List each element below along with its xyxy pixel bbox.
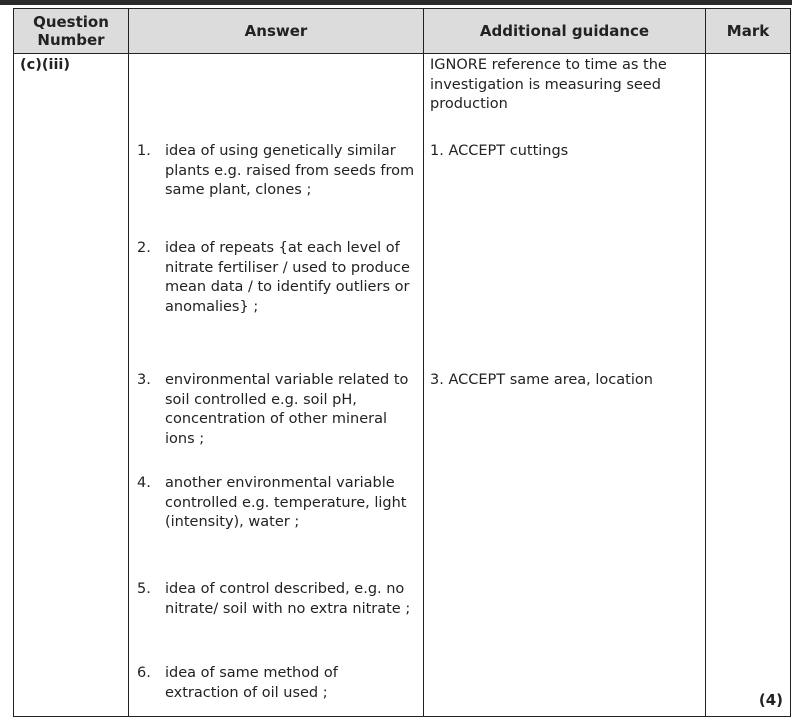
answer-number: 3. bbox=[137, 372, 151, 388]
question-number: (c)(iii) bbox=[14, 54, 129, 717]
answer-point-3 bbox=[137, 371, 415, 449]
table-row bbox=[14, 54, 791, 717]
answer-point-2 bbox=[137, 239, 415, 317]
top-border bbox=[0, 0, 792, 5]
answer-text: idea of using genetically similar plants e.g. raised from seeds from same plant, clones ; bbox=[165, 143, 415, 198]
mark-scheme-table bbox=[13, 8, 791, 717]
guidance-point-3: 3. ACCEPT same area, location bbox=[430, 372, 653, 388]
guidance-point-1: 1. ACCEPT cuttings bbox=[430, 143, 569, 159]
answer-number: 2. bbox=[137, 240, 151, 256]
answer-number: 4. bbox=[137, 475, 151, 491]
answer-text: idea of repeats {at each level of nitrate fertiliser / used to produce mean data / to identify outliers or anomalies} ; bbox=[165, 240, 410, 315]
answer-number: 6. bbox=[137, 665, 151, 681]
answer-text: environmental variable related to soil controlled e.g. soil pH, concentration of other mineral ions ; bbox=[165, 372, 409, 447]
answer-text: another environmental variable controlled e.g. temperature, light (intensity), water ; bbox=[165, 475, 407, 530]
guidance-cell bbox=[424, 54, 706, 717]
mark-cell bbox=[706, 54, 791, 717]
header-row bbox=[14, 9, 791, 54]
answer-text: idea of same method of extraction of oil used ; bbox=[165, 665, 338, 701]
header-question-number: Question Number bbox=[14, 9, 129, 54]
answer-point-6 bbox=[137, 664, 415, 703]
header-additional-guidance: Additional guidance bbox=[424, 9, 706, 54]
answer-number: 5. bbox=[137, 581, 151, 597]
guidance-intro: IGNORE reference to time as the investigation is measuring seed production bbox=[430, 57, 667, 112]
header-mark: Mark bbox=[706, 9, 791, 54]
answer-cell bbox=[129, 54, 424, 717]
answer-point-1 bbox=[137, 142, 415, 201]
mark-total: (4) bbox=[758, 690, 783, 709]
answer-text: idea of control described, e.g. no nitrate/ soil with no extra nitrate ; bbox=[165, 581, 411, 617]
header-answer: Answer bbox=[129, 9, 424, 54]
answer-point-4 bbox=[137, 474, 415, 533]
answer-number: 1. bbox=[137, 143, 151, 159]
answer-point-5 bbox=[137, 580, 415, 619]
